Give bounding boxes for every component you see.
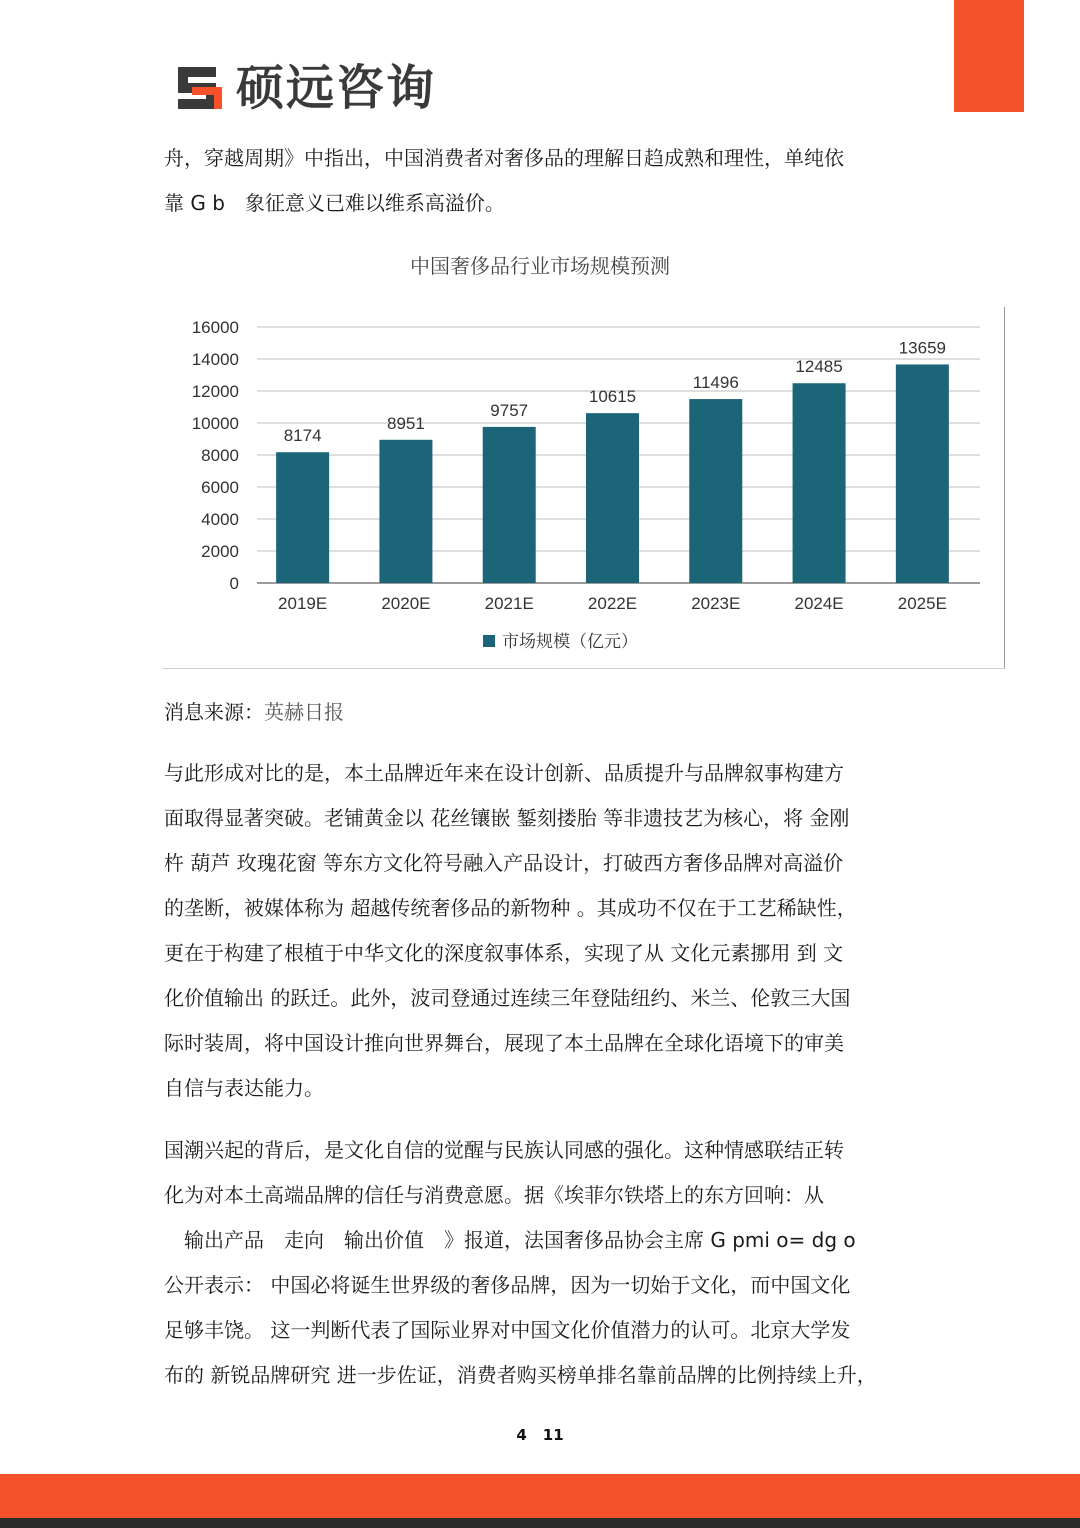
y-tick-label: 8000 (201, 446, 239, 465)
footer-dark-strip (0, 1518, 1080, 1528)
chart-frame-right (1004, 307, 1005, 669)
bar-value-label: 11496 (692, 373, 739, 393)
x-tick-label: 2024E (794, 594, 844, 613)
corner-accent-block (954, 0, 1024, 112)
y-tick-label: 10000 (191, 414, 239, 433)
bar (689, 399, 742, 583)
x-tick-label: 2025E (897, 594, 947, 613)
intro-paragraph (164, 136, 934, 226)
bar-value-label: 10615 (588, 387, 637, 407)
y-tick-label: 14000 (191, 350, 239, 369)
bar (276, 452, 329, 583)
text-line: 自信与表达能力。 (164, 1076, 324, 1100)
bar-value-label: 13659 (898, 338, 946, 358)
body-paragraph-1 (164, 751, 934, 1111)
legend-label: 市场规模（亿元） (502, 632, 638, 651)
x-tick-label: 2021E (484, 594, 534, 613)
bar (379, 440, 432, 583)
bar (896, 364, 949, 583)
bar (586, 413, 639, 583)
y-tick-label: 12000 (191, 382, 239, 401)
body-paragraph-2 (164, 1128, 934, 1398)
logo-mark-icon (176, 63, 226, 113)
text-line: 更在于构建了根植于中华文化的深度叙事体系，实现了从 文化元素挪用 到 文 (164, 941, 844, 965)
brand-logo (176, 60, 436, 116)
y-tick-label: 6000 (201, 478, 239, 497)
text-line: 布的 新锐品牌研究 进一步佐证，消费者购买榜单排名靠前品牌的比例持续上升， (164, 1363, 877, 1387)
text-line: 的垄断，被媒体称为 超越传统奢侈品的新物种 。其成功不仅在于工艺稀缺性， (164, 896, 857, 920)
page-current: 4 (516, 1426, 527, 1444)
text-line: 化价值输出 的跃迁。此外，波司登通过连续三年登陆纽约、米兰、伦敦三大国 (164, 986, 851, 1010)
text-line: 面取得显著突破。老铺黄金以 花丝镶嵌 錾刻搂胎 等非遗技艺为核心，将 金刚 (164, 806, 850, 830)
text-line: 公开表示： 中国必将诞生世界级的奢侈品牌，因为一切始于文化，而中国文化 (164, 1273, 851, 1297)
logo-text: 硕远咨询 (236, 60, 437, 116)
chart-title: 中国奢侈品行业市场规模预测 (410, 254, 670, 278)
y-tick-label: 4000 (201, 510, 239, 529)
bar-value-label: 8951 (387, 413, 425, 433)
source-line (164, 692, 344, 732)
bar (793, 383, 846, 583)
x-tick-label: 2019E (278, 594, 328, 613)
x-tick-label: 2020E (381, 594, 431, 613)
text-line: 化为对本土高端品牌的信任与消费意愿。据《埃菲尔铁塔上的东方回响：从 (164, 1183, 824, 1207)
bar-value-label: 12485 (795, 357, 843, 377)
source-name: 英赫日报 (264, 700, 344, 724)
source-label: 消息来源： (164, 700, 264, 724)
bar (483, 427, 536, 583)
bar-value-label: 9757 (490, 400, 529, 420)
x-tick-label: 2023E (691, 594, 741, 613)
footer-band (0, 1474, 1080, 1518)
chart-frame-bottom (162, 668, 1005, 669)
text-line: 足够丰饶。 这一判断代表了国际业界对中国文化价值潜力的认可。北京大学发 (164, 1318, 851, 1342)
bar-chart (162, 305, 1008, 669)
text-line: 杵 葫芦 玫瑰花窗 等东方文化符号融入产品设计，打破西方奢侈品牌对高溢价 (164, 851, 844, 875)
text-line: 输出产品 走向 输出价值 》报道，法国奢侈品协会主席 G pmi o= dg o (164, 1228, 856, 1252)
page-number (0, 1426, 1080, 1444)
bar-chart-svg (162, 305, 1008, 669)
y-tick-label: 2000 (201, 542, 239, 561)
text-line: 靠 G b 象征意义已难以维系高溢价。 (164, 191, 505, 215)
bar-value-label: 8174 (283, 426, 322, 446)
text-line: 国潮兴起的背后，是文化自信的觉醒与民族认同感的强化。这种情感联结正转 (164, 1138, 844, 1162)
x-tick-label: 2022E (587, 594, 638, 613)
page-total: 11 (542, 1426, 564, 1444)
y-tick-label: 16000 (191, 318, 239, 337)
legend-swatch (483, 635, 495, 647)
text-line: 际时装周，将中国设计推向世界舞台，展现了本土品牌在全球化语境下的审美 (164, 1031, 844, 1055)
text-line: 舟，穿越周期》中指出，中国消费者对奢侈品的理解日趋成熟和理性，单纯依 (164, 146, 844, 170)
y-tick-label: 0 (229, 574, 239, 593)
text-line: 与此形成对比的是，本土品牌近年来在设计创新、品质提升与品牌叙事构建方 (164, 761, 844, 785)
